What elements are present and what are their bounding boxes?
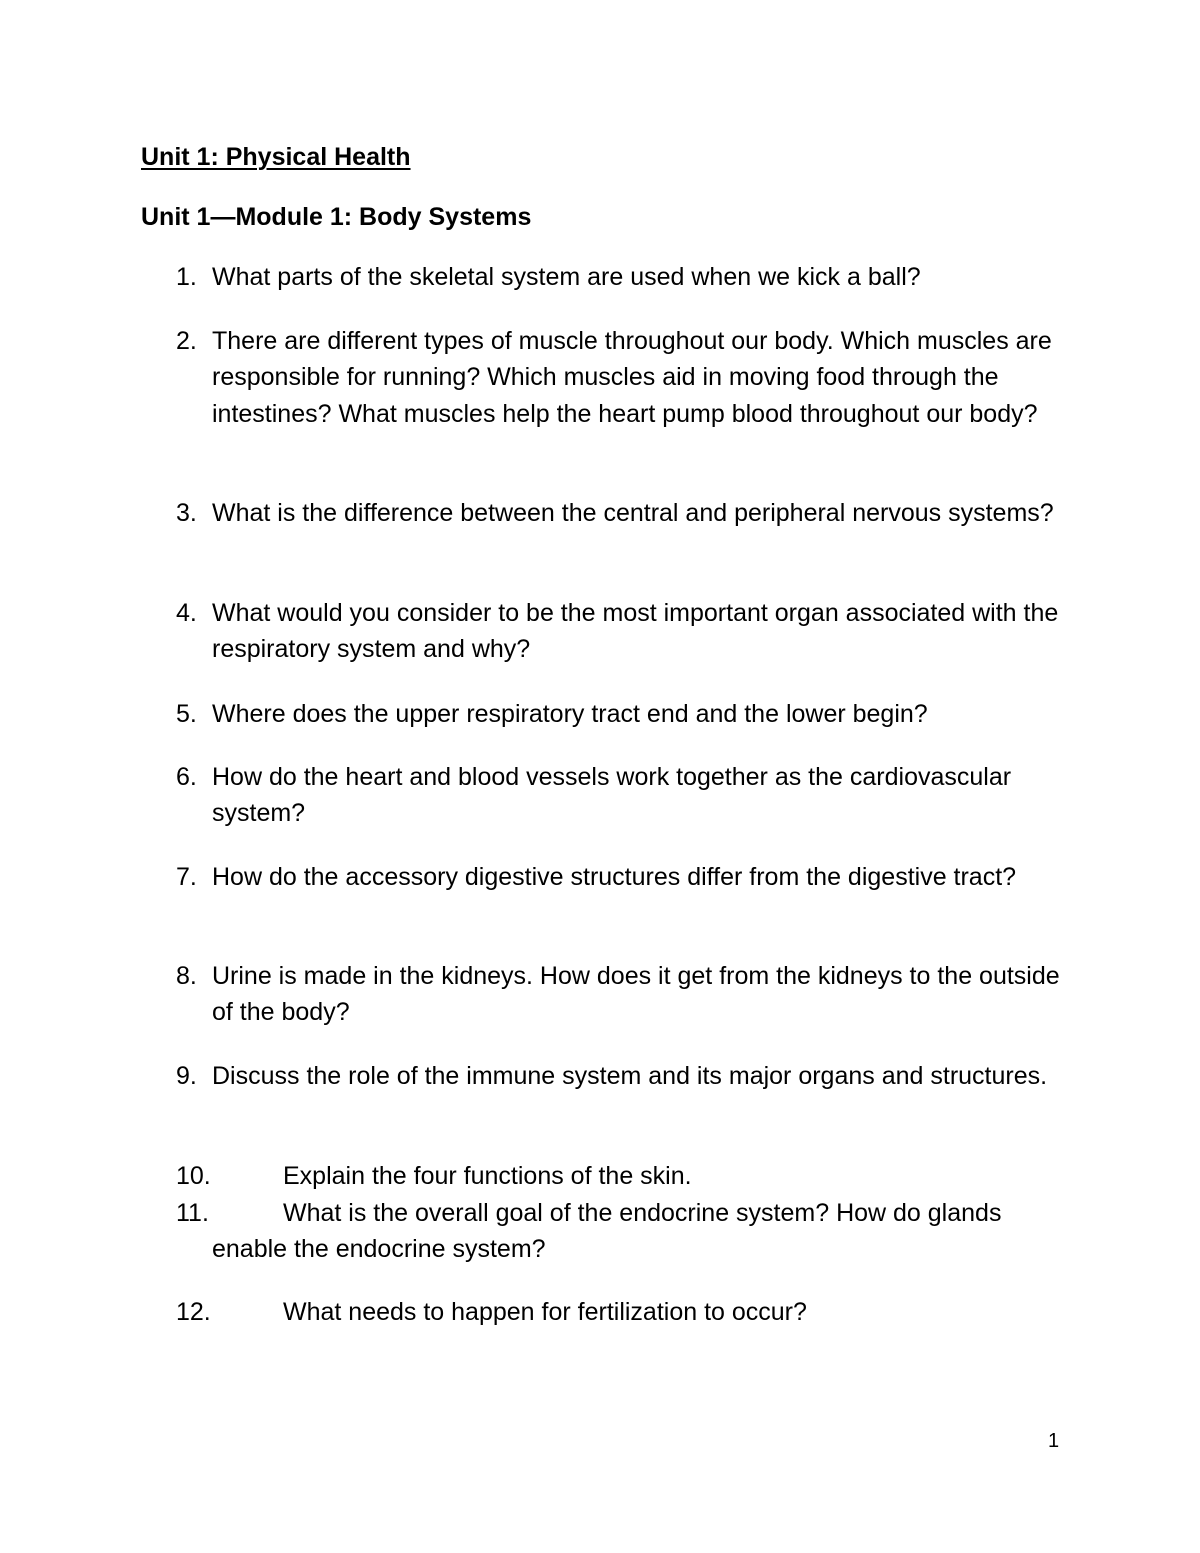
question-text: What needs to happen for fertilization to occur?	[283, 1298, 807, 1326]
question-text: What is the overall goal of the endocrine system? How do glands enable the endocrine system?	[212, 1199, 1002, 1264]
question-number: 9.	[176, 1062, 197, 1090]
question-number: 12.	[176, 1298, 211, 1326]
unit-title: Unit 1: Physical Health	[141, 143, 411, 171]
question-text: Explain the four functions of the skin.	[283, 1162, 692, 1190]
question-number: 1.	[176, 263, 197, 291]
question-number: 3.	[176, 499, 197, 527]
question-text: What is the difference between the central and peripheral nervous systems?	[212, 499, 1054, 527]
page-number: 1	[1048, 1430, 1060, 1452]
question-text: What would you consider to be the most important organ associated with the respiratory system and why?	[212, 599, 1059, 664]
question-number: 10.	[176, 1162, 211, 1190]
question-text: What parts of the skeletal system are used when we kick a ball?	[212, 263, 921, 291]
question-text: Urine is made in the kidneys. How does it get from the kidneys to the outside of the body?	[212, 962, 1060, 1027]
question-number: 8.	[176, 962, 197, 990]
module-title: Unit 1—Module 1: Body Systems	[141, 203, 532, 231]
question-number: 4.	[176, 599, 197, 627]
question-number: 6.	[176, 763, 197, 791]
question-number: 11.	[176, 1199, 209, 1227]
question-number: 5.	[176, 700, 197, 728]
question-text: Discuss the role of the immune system and its major organs and structures.	[212, 1062, 1048, 1090]
question-text: How do the accessory digestive structures differ from the digestive tract?	[212, 863, 1017, 891]
question-text: Where does the upper respiratory tract end and the lower begin?	[212, 700, 928, 728]
question-number: 2.	[176, 327, 197, 355]
question-number: 7.	[176, 863, 197, 891]
question-text: How do the heart and blood vessels work together as the cardiovascular system?	[212, 763, 1012, 828]
question-text: There are different types of muscle throughout our body. Which muscles are responsible for running? Which muscles aid in moving food through the intestines? What muscles help the heart pump blood throughout our body?	[212, 327, 1052, 428]
